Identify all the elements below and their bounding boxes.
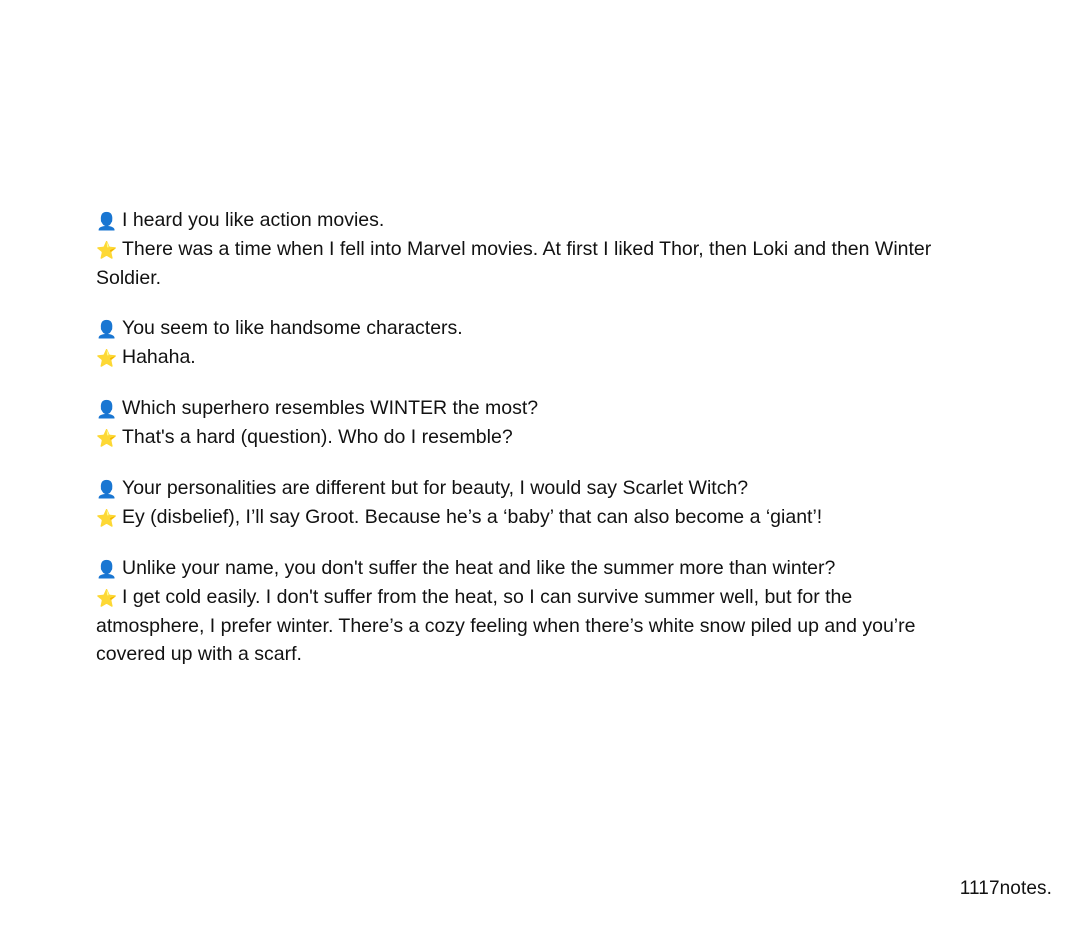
answer-text: Ey (disbelief), I’ll say Groot. Because he’s a ‘baby’ that can also become a ‘giant’! bbox=[122, 506, 823, 528]
qa-group bbox=[96, 554, 936, 668]
qa-transcript bbox=[96, 206, 936, 668]
answer-text: That's a hard (question). Who do I resemble? bbox=[122, 426, 513, 448]
star-icon: ⭐ bbox=[96, 241, 118, 260]
star-icon: ⭐ bbox=[96, 429, 118, 448]
answer-text: There was a time when I fell into Marvel movies. At first I liked Thor, then Loki and then Winter Soldier. bbox=[96, 238, 932, 289]
question-text: Unlike your name, you don't suffer the heat and like the summer more than winter? bbox=[122, 557, 836, 579]
person-bust-icon: 👤 bbox=[96, 320, 118, 339]
answer-text: I get cold easily. I don't suffer from the heat, so I can survive summer well, but for the atmosphere, I prefer winter. There’s a cozy feeling when there’s white snow piled up and you’re covered up with a scarf. bbox=[96, 586, 916, 665]
question-text: You seem to like handsome characters. bbox=[122, 317, 463, 339]
qa-group bbox=[96, 474, 936, 532]
person-bust-icon: 👤 bbox=[96, 212, 118, 231]
answer-line bbox=[96, 583, 936, 668]
person-bust-icon: 👤 bbox=[96, 560, 118, 579]
answer-line bbox=[96, 235, 936, 292]
question-line bbox=[96, 314, 936, 343]
answer-line bbox=[96, 503, 936, 532]
question-text: Which superhero resembles WINTER the most? bbox=[122, 397, 539, 419]
question-line bbox=[96, 394, 936, 423]
answer-text: Hahaha. bbox=[122, 346, 196, 368]
answer-line bbox=[96, 343, 936, 372]
person-bust-icon: 👤 bbox=[96, 480, 118, 499]
question-line bbox=[96, 206, 936, 235]
star-icon: ⭐ bbox=[96, 589, 118, 608]
question-line bbox=[96, 554, 936, 583]
star-icon: ⭐ bbox=[96, 509, 118, 528]
footer-credit: 1117notes. bbox=[959, 878, 1052, 899]
qa-group bbox=[96, 206, 936, 292]
star-icon: ⭐ bbox=[96, 349, 118, 368]
qa-group bbox=[96, 394, 936, 452]
answer-line bbox=[96, 423, 936, 452]
qa-group bbox=[96, 314, 936, 372]
question-text: I heard you like action movies. bbox=[122, 209, 385, 231]
person-bust-icon: 👤 bbox=[96, 400, 118, 419]
question-line bbox=[96, 474, 936, 503]
question-text: Your personalities are different but for beauty, I would say Scarlet Witch? bbox=[122, 477, 749, 499]
